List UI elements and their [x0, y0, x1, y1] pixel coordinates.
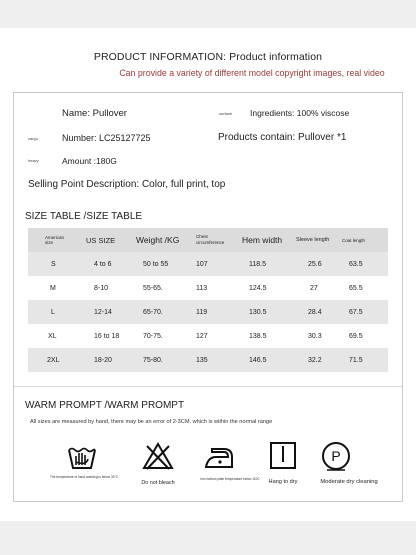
info-panel	[13, 92, 403, 502]
cell-us-size: 4 to 6	[72, 252, 128, 276]
cell-chest: 127	[190, 324, 238, 348]
size-table-title: SIZE TABLE /SIZE TABLE	[25, 211, 143, 222]
header-us-size: US SIZE	[72, 228, 128, 252]
dry-clean-icon	[320, 440, 352, 472]
cell-us-size: 12-14	[72, 300, 128, 324]
table-row	[28, 252, 388, 276]
cell-hem: 118.5	[238, 252, 293, 276]
size-table	[28, 228, 388, 372]
cell-sleeve: 30.3	[293, 324, 338, 348]
warm-prompt-note: All sizes are measured by hand, there may be an error of 2-3CM, which is within the normal range	[30, 419, 273, 425]
hang-dry-label: Hang to dry	[268, 479, 298, 485]
cell-chest: 113	[190, 276, 238, 300]
header-sleeve-length: Sleeve length	[293, 228, 338, 252]
header-hem-width: Hem width	[238, 228, 293, 252]
product-amount: Amount :180G	[62, 156, 117, 166]
dry-clean-label: Moderate dry cleaning	[320, 479, 378, 485]
table-row	[28, 276, 388, 300]
cell-weight: 70-75.	[128, 324, 190, 348]
cell-us-size: 18-20	[72, 348, 128, 372]
iron-label: Iron bottom plate temperature below 110C	[200, 477, 260, 481]
table-row	[28, 348, 388, 372]
cell-weight: 55-65.	[128, 276, 190, 300]
cell-size: XL	[28, 324, 72, 348]
cell-coat: 71.5	[338, 348, 388, 372]
header-chest: Chest circumference	[190, 228, 238, 252]
page-title: PRODUCT INFORMATION: Product information	[93, 51, 323, 63]
no-bleach-label: Do not bleach	[141, 480, 175, 486]
header-coat-length: Coat length	[338, 228, 388, 252]
surface-tag: surface	[219, 111, 233, 116]
hand-wash-icon	[66, 441, 98, 471]
section-divider	[14, 386, 402, 387]
cell-hem: 124.5	[238, 276, 293, 300]
cell-sleeve: 25.6	[293, 252, 338, 276]
cell-hem: 138.5	[238, 324, 293, 348]
cell-sleeve: 27	[293, 276, 338, 300]
cell-size: M	[28, 276, 72, 300]
page-subtitle: Can provide a variety of different model copyright images, real video	[119, 68, 385, 78]
header-american-size: American size	[28, 228, 72, 252]
cell-sleeve: 28.4	[293, 300, 338, 324]
cell-size: L	[28, 300, 72, 324]
cell-chest: 107	[190, 252, 238, 276]
svg-text:P: P	[331, 448, 341, 464]
cell-size: 2XL	[28, 348, 72, 372]
size-table-header-row	[28, 228, 388, 252]
cell-us-size: 8-10	[72, 276, 128, 300]
no-bleach-icon	[141, 441, 175, 471]
cell-coat: 69.5	[338, 324, 388, 348]
cell-coat: 63.5	[338, 252, 388, 276]
cell-size: S	[28, 252, 72, 276]
header-weight: Weight /KG	[128, 228, 190, 252]
warm-prompt-title: WARM PROMPT /WARM PROMPT	[25, 400, 185, 411]
cell-coat: 67.5	[338, 300, 388, 324]
product-name: Name: Pullover	[62, 108, 127, 119]
cell-hem: 146.5	[238, 348, 293, 372]
cell-weight: 50 to 55	[128, 252, 190, 276]
cell-chest: 135	[190, 348, 238, 372]
cargo-tag: cargo	[28, 136, 39, 141]
hang-dry-icon	[268, 440, 298, 471]
hand-wash-label: The temperature of hand washing is below 30°C	[50, 475, 119, 479]
products-contain: Products contain: Pullover *1	[218, 132, 347, 143]
cell-hem: 130.5	[238, 300, 293, 324]
heavy-tag: heavy	[28, 158, 39, 163]
top-band	[0, 0, 416, 28]
cell-coat: 65.5	[338, 276, 388, 300]
cell-sleeve: 32.2	[293, 348, 338, 372]
table-row	[28, 324, 388, 348]
table-row	[28, 300, 388, 324]
cell-weight: 65-70.	[128, 300, 190, 324]
iron-icon	[202, 443, 236, 471]
ingredients: Ingredients: 100% viscose	[250, 108, 350, 118]
product-number: Number: LC25127725	[62, 133, 151, 143]
bottom-band	[0, 521, 416, 555]
cell-chest: 119	[190, 300, 238, 324]
cell-us-size: 16 to 18	[72, 324, 128, 348]
selling-point: Selling Point Description: Color, full print, top	[28, 179, 226, 190]
cell-weight: 75-80.	[128, 348, 190, 372]
